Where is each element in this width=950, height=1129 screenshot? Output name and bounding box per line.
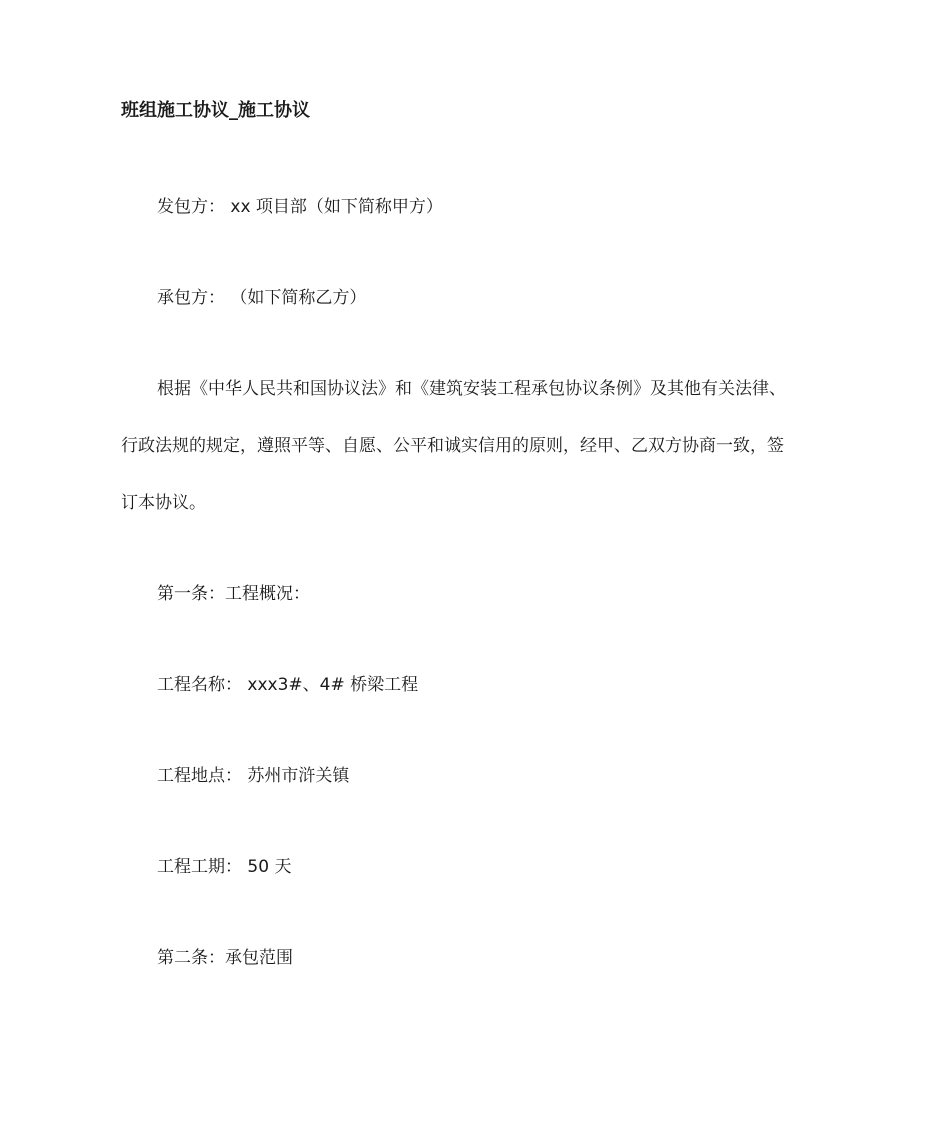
article-1-heading: 第一条：工程概况： bbox=[157, 584, 310, 604]
article-2-heading: 第二条：承包范围 bbox=[157, 948, 293, 968]
document-title: 班组施工协议_施工协议 bbox=[121, 100, 310, 121]
subcontractor-line: 承包方： （如下简称乙方） bbox=[157, 288, 367, 308]
project-name-line: 工程名称： xxx3#、4# 桥梁工程 bbox=[157, 675, 419, 695]
project-duration-line: 工程工期： 50 天 bbox=[157, 857, 292, 877]
contractor-line: 发包方： xx 项目部（如下简称甲方） bbox=[157, 197, 443, 217]
project-location-line: 工程地点： 苏州市浒关镇 bbox=[157, 766, 350, 786]
preamble-paragraph bbox=[121, 361, 833, 532]
preamble-line: 订本协议。 bbox=[121, 493, 206, 513]
preamble-line: 行政法规的规定，遵照平等、自愿、公平和诚实信用的原则，经甲、乙双方协商一致，签 bbox=[121, 436, 784, 456]
preamble-line: 根据《中华人民共和国协议法》和《建筑安装工程承包协议条例》及其他有关法律、 bbox=[157, 379, 786, 399]
